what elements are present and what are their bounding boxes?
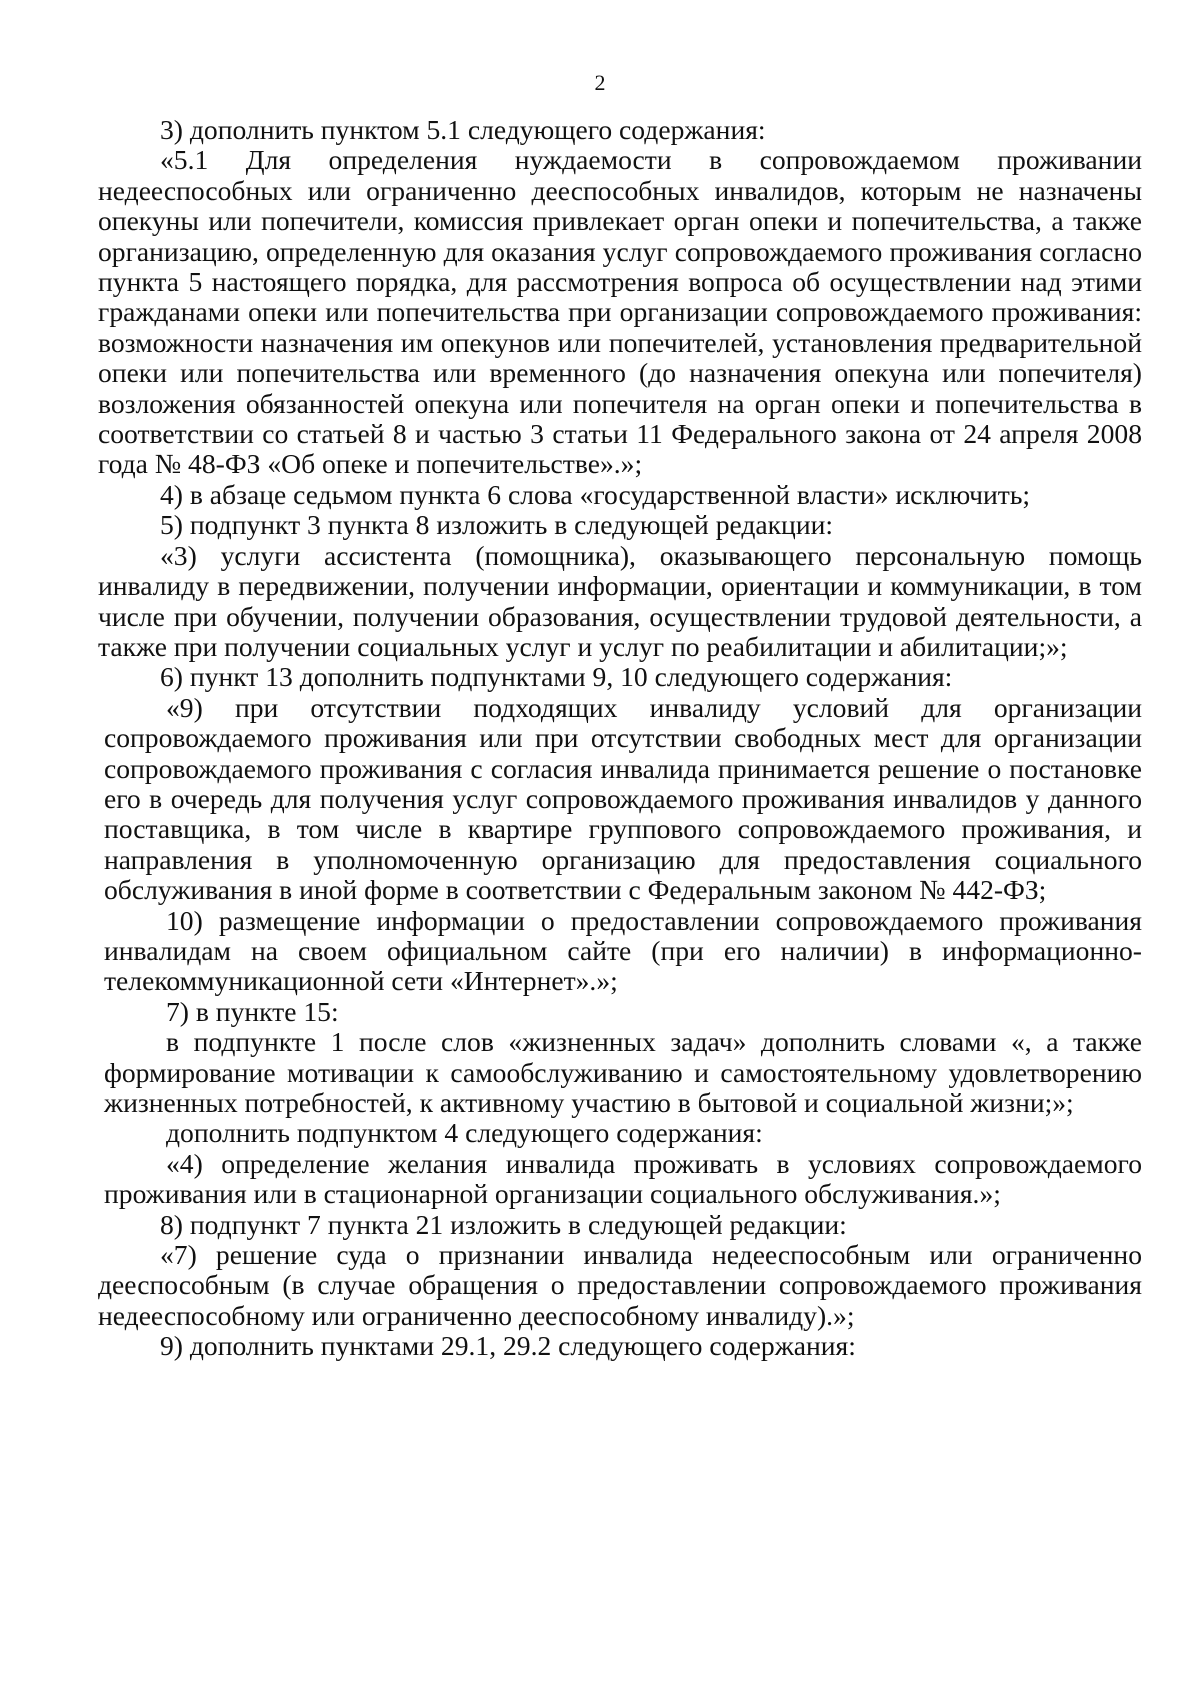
- paragraph: «7) решение суда о признании инвалида недееспособным или ограниченно дееспособным (в случае обращения о предоставлении сопровождаемого проживания недееспособному или ограниченно дееспособному инвалиду).»;: [98, 1239, 1142, 1331]
- page-number: 2: [594, 70, 606, 95]
- paragraph: 7) в пункте 15:: [166, 995, 339, 1027]
- document-body: [98, 115, 1142, 1362]
- paragraph: в подпункте 1 после слов «жизненных задач» дополнить словами «, а также формирование мотивации к самообслуживанию и самостоятельному удовлетворению жизненных потребностей, к активному участию в бытовой и социальной жизни;»;: [104, 1026, 1142, 1118]
- paragraph: 4) в абзаце седьмом пункта 6 слова «государственной власти» исключить;: [160, 478, 1031, 510]
- paragraph: «9) при отсутствии подходящих инвалиду условий для организации сопровождаемого проживания или при отсутствии свободных мест для организации сопровождаемого проживания с согласия инвалида принимается решение о постановке его в очередь для получения услуг сопровождаемого проживания инвалидов у данного поставщика, в том числе в квартире группового сопровождаемого проживания, и направления в уполномоченную организацию для предоставления социального обслуживания в иной форме в соответствии с Федеральным законом № 442-ФЗ;: [104, 691, 1142, 906]
- paragraph: «3) услуги ассистента (помощника), оказывающего персональную помощь инвалиду в передвижении, получении информации, ориентации и коммуникации, в том числе при обучении, получении образования, осуществлении трудовой деятельности, а также при получении социальных услуг и услуг по реабилитации и абилитации;»;: [98, 539, 1142, 662]
- paragraph: 10) размещение информации о предоставлении сопровождаемого проживания инвалидам на своем официальном сайте (при его наличии) в информационно-телекоммуникационной сети «Интернет».»;: [104, 904, 1142, 997]
- paragraph: 3) дополнить пунктом 5.1 следующего содержания:: [160, 114, 766, 145]
- paragraph: дополнить подпунктом 4 следующего содержания:: [166, 1117, 763, 1149]
- paragraph: «4) определение желания инвалида проживать в условиях сопровождаемого проживания или в стационарной организации социального обслуживания.»;: [104, 1147, 1142, 1210]
- paragraph: 5) подпункт 3 пункта 8 изложить в следующей редакции:: [160, 509, 834, 541]
- paragraph: «5.1 Для определения нуждаемости в сопровождаемом проживании недееспособных или ограниченно дееспособных инвалидов, которым не назначены опекуны или попечители, комиссия привлекает орган опеки и попечительства, а также организацию, определенную для оказания услуг сопровождаемого проживания согласно пункта 5 настоящего порядка, для рассмотрения вопроса об осуществлении над этими гражданами опеки или попечительства при организации сопровождаемого проживания: возможности назначения им опекунов или попечителей, установления предварительной опеки или попечительства или временного (до назначения опекуна или попечителя) возложения обязанностей опекуна или попечителя на орган опеки и попечительства в соответствии со статьей 8 и частью 3 статьи 11 Федерального закона от 24 апреля 2008 года № 48-ФЗ «Об опеке и попечительстве».»;: [98, 144, 1142, 480]
- paragraph: 8) подпункт 7 пункта 21 изложить в следующей редакции:: [160, 1208, 847, 1240]
- paragraph: 6) пункт 13 дополнить подпунктами 9, 10 следующего содержания:: [160, 661, 953, 693]
- paragraph: 9) дополнить пунктами 29.1, 29.2 следующего содержания:: [160, 1330, 856, 1362]
